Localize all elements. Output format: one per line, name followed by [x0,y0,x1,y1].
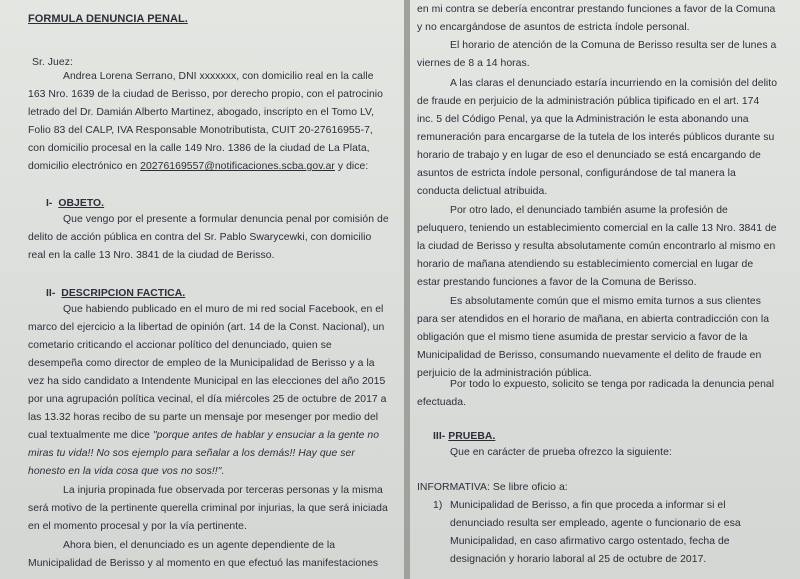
section-descripcion-heading [46,288,185,300]
other-line: Por otro lado, el denunciado también asume la profesión de [450,205,728,216]
fraud-line: conducta delictual atribuida. [417,186,548,197]
item-line: Municipalidad, en caso afirmativo cargo ostentado, fecha de [450,536,730,547]
common-line: Municipalidad de Berisso, consumando nuevamente el delito de fraude en [417,350,762,361]
quote-line: miras tu vida!! No sos ejemplo para señalar a los demás!! Hay que ser [28,448,355,459]
hours-line: El horario de atención de la Comuna de Berisso resulta ser de lunes a [450,40,777,51]
item-number: 1) [433,500,443,511]
descripcion-line: las 13.32 horas recibo de su parte un mensaje por mesenger por medio del [28,412,379,423]
continuation-line: en mi contra se debería encontrar prestando funciones a favor de la Comuna [417,4,776,15]
section-title: PRUEBA. [448,431,496,442]
descripcion-line: desempeña como director de empleo de la Municipalidad de Berisso y a la [28,358,375,369]
common-line: obligación que el mismo tiene asumida de prestar servicio a favor de la [417,332,748,343]
injury-line: será motivo de la pertinente querella criminal por injurias, la que será iniciada [28,503,388,514]
common-line: para ser atendidos en el horario de mañana, en abierta contradicción con la [417,314,770,325]
section-number: II- [46,288,56,299]
item-line: designación y horario laboral al 25 de octubre de 2017. [450,554,707,565]
objeto-line: delito de acción pública en contra del Sr. Pablo Swarycewki, con domicilio [28,232,372,243]
fraud-line: remuneración para encargarse de la tutela de los interés públicos durante su [417,132,775,143]
fraud-line: de fraude en perjuicio de la administración pública tipificado en el art. 174 [417,96,760,107]
descripcion-line: Que habiendo publicado en el muro de mi red social Facebook, en el [63,304,384,315]
section-prueba-heading [433,431,495,443]
request-line: Por todo lo expuesto, solicito se tenga por radicada la denuncia penal [450,379,775,390]
quote-line: honesto en la vida cosa que vos no sos!!". [28,466,225,477]
descripcion-line: marco del ejercicio a la libertad de opinión (art. 14 de la Const. Nacional), un [28,322,385,333]
right-document-page [410,0,800,579]
injury-line: La injuria propinada fue observada por terceras personas y la misma [63,485,383,496]
common-line: Es absolutamente común que el mismo emita turnos a sus clientes [450,296,761,307]
section-objeto-heading [46,198,104,210]
evidence-intro: Que en carácter de prueba ofrezco la siguiente: [450,447,672,458]
email-link[interactable]: 20276169557@notificaciones.scba.gov.ar [140,161,335,172]
fraud-line: asuntos de estricta índole personal, configurándose de tal manera la [417,168,736,179]
intro-line: Andrea Lorena Serrano, DNI xxxxxxx, con domicilio real en la calle [63,71,374,82]
other-line: peluquero, teniendo un establecimiento comercial en la calle 13 Nro. 3841 de [417,223,777,234]
injury-line: en el momento procesal y por la vía pertinente. [28,521,247,532]
item-line: Municipalidad de Berisso, a fin que proceda a informar si el [450,500,726,511]
intro-line: con domicilio procesal en la calle 149 Nro. 1386 de la ciudad de La Plata, [28,143,370,154]
document-title: FORMULA DENUNCIA PENAL. [28,13,188,25]
objeto-line: Que vengo por el presente a formular denuncia penal por comisión de [63,214,389,225]
descripcion-line: cometario criticando el accionar político del denunciado, quien se [28,340,332,351]
intro-line: 163 Nro. 1639 de la ciudad de Berisso, por derecho propio, con el patrocinio [28,89,383,100]
quote-text: "porque antes de hablar y ensuciar a la gente no [152,430,380,441]
fraud-line: inc. 5 del Código Penal, ya que la Administración le esta abonando una [417,114,749,125]
objeto-line: real en la calle 13 Nro. 3841 de la ciudad de Berisso. [28,250,275,261]
descripcion-line: por una agrupación política vecinal, el día miércoles 25 de octubre de 2017 a [28,394,387,405]
item-line: denunciado resulta ser empleado, agente o funcionario de esa [450,518,741,529]
other-line: estar prestando funciones a favor de la Comuna de Berisso. [417,277,697,288]
hours-line: viernes de 8 a 14 horas. [417,58,530,69]
quote-line [28,430,379,442]
intro-line: Folio 83 del CALP, IVA Responsable Monotributista, CUIT 20-27616955-7, [28,125,373,136]
descripcion-line: vez ha sido candidato a Intendente Municipal en las elecciones del año 2015 [28,376,386,387]
section-number: III- [433,431,446,442]
quote-prefix: cual textualmente me dice [28,430,153,441]
fraud-line: A las claras el denunciado estaría incurriendo en la comisión del delito [450,78,778,89]
final-line: Ahora bien, el denunciado es un agente dependiente de la [63,540,336,551]
informativa-line: INFORMATIVA: Se libre oficio a: [417,482,568,493]
email-line [28,161,368,173]
other-line: la ciudad de Berisso y resulta absolutamente común encontrarlo al mismo en [417,241,776,252]
common-line: perjuicio de la administración pública. [417,368,592,379]
request-line: efectuada. [417,397,467,408]
section-title: DESCRIPCION FACTICA. [61,288,186,299]
email-prefix: domicilio electrónico en [28,161,141,172]
other-line: horario de mañana atendiendo su establecimiento comercial en lugar de [417,259,754,270]
fraud-line: horario de trabajo y en lugar de eso el denunciado se está encargando de [417,150,761,161]
continuation-line: y no encargándose de asuntos de estricta índole personal. [417,22,690,33]
email-suffix: y dice: [334,161,369,172]
section-title: OBJETO. [58,198,105,209]
final-line: Municipalidad de Berisso y al momento en que efectuó las manifestaciones [28,558,379,569]
intro-line: letrado del Dr. Damián Alberto Martinez, abogado, inscripto en el Tomo LV, [28,107,375,118]
section-number: I- [46,198,53,209]
greeting: Sr. Juez: [32,57,73,68]
